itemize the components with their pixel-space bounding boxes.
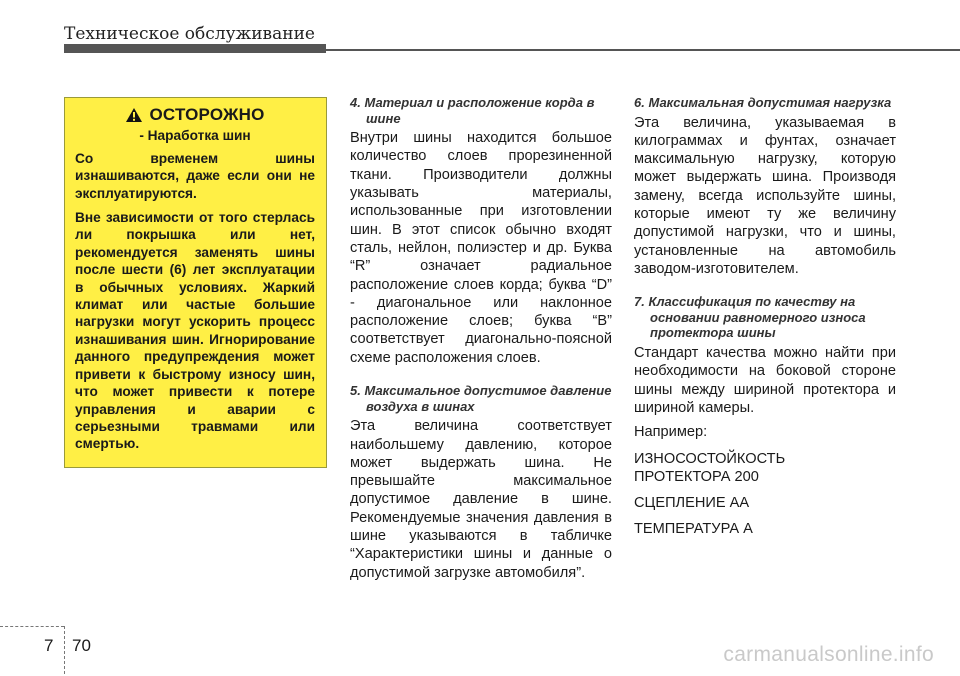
footer-divider	[64, 626, 65, 674]
warning-triangle-icon	[125, 107, 143, 123]
text-column-right	[634, 95, 896, 543]
warning-paragraph: Вне зависимости от того стерлась ли покрышка или нет, рекомендуется заменять шины после шести (6) лет эксплуатации в обычных условиях. Жаркий климат или частые большие нагрузки могут ускорить процесс изнашивания шин. Игнорирование данного предупреждения может привети к быстрому износу шин, что может привести к потере управления и аварии с серьезными травмами или смертью.	[75, 210, 315, 452]
section-heading: 4. Материал и расположение корда в шине	[350, 95, 595, 126]
example-label: Например:	[634, 424, 708, 441]
section-heading: 6. Максимальная допустимая нагрузка	[634, 95, 892, 110]
footer-rule	[0, 626, 64, 627]
text-column-middle	[350, 95, 612, 598]
example-line: ИЗНОСОСТОЙКОСТЬ	[634, 450, 786, 467]
warning-box	[64, 97, 327, 468]
header-bar	[64, 44, 326, 53]
warning-title-row	[75, 106, 315, 123]
section-heading: 5. Максимальное допустимое давление воздуха в шинах	[350, 383, 612, 414]
section-body: Эта величина, указываемая в килограммах и фунтах, означает максимальную нагрузку, которую может выдержать шина. Производя замену, всегда используйте шины, которые имеют ту же величину допустимой нагрузки, что и шины, установленные на автомобиль заводом-изготовителем.	[634, 114, 896, 277]
watermark: carmanualsonline.info	[723, 643, 934, 666]
section-body: Эта величина соответствует наибольшему давлению, которое может выдержать шина. Не превышайте максимальное допустимое давление в шине. Рекомендуемые значения давления в шине указываются в табличке “Характеристики шины и данные о допустимой загрузке автомобиля”.	[350, 418, 612, 581]
section-body: Стандарт качества можно найти при необходимости на боковой стороне шины между шириной протектора и шириной камеры.	[634, 345, 896, 416]
example-line: СЦЕПЛЕНИЕ AA	[634, 495, 750, 512]
section-heading: 7. Классификация по качеству на основании равномерного износа протектора шины	[634, 294, 866, 341]
warning-paragraph: Со временем шины изнашиваются, даже если они не эксплуатируются.	[75, 150, 315, 201]
example-line: ТЕМПЕРАТУРА A	[634, 521, 753, 538]
page-number: 70	[72, 636, 91, 655]
chapter-number: 7	[44, 636, 54, 655]
warning-subtitle: - Наработка шин	[139, 128, 251, 144]
example-line: ПРОТЕКТОРА 200	[634, 468, 759, 485]
page-header-title: Техническое обслуживание	[64, 24, 315, 44]
warning-title: ОСТОРОЖНО	[149, 105, 265, 124]
section-body: Внутри шины находится большое количество слоев прорезиненной ткани. Производители должны указывать материалы, использованные при изготовлении шин. В этот список обычно входят сталь, нейлон, полиэстер и др. Буква “R” означает радиальное расположение слоев корда; буква “D” - диагональное или наклонное расположение слоев; буква “B” соответствует диагонально-поясной схеме расположения слоев.	[350, 130, 612, 366]
header-rule	[326, 49, 960, 51]
